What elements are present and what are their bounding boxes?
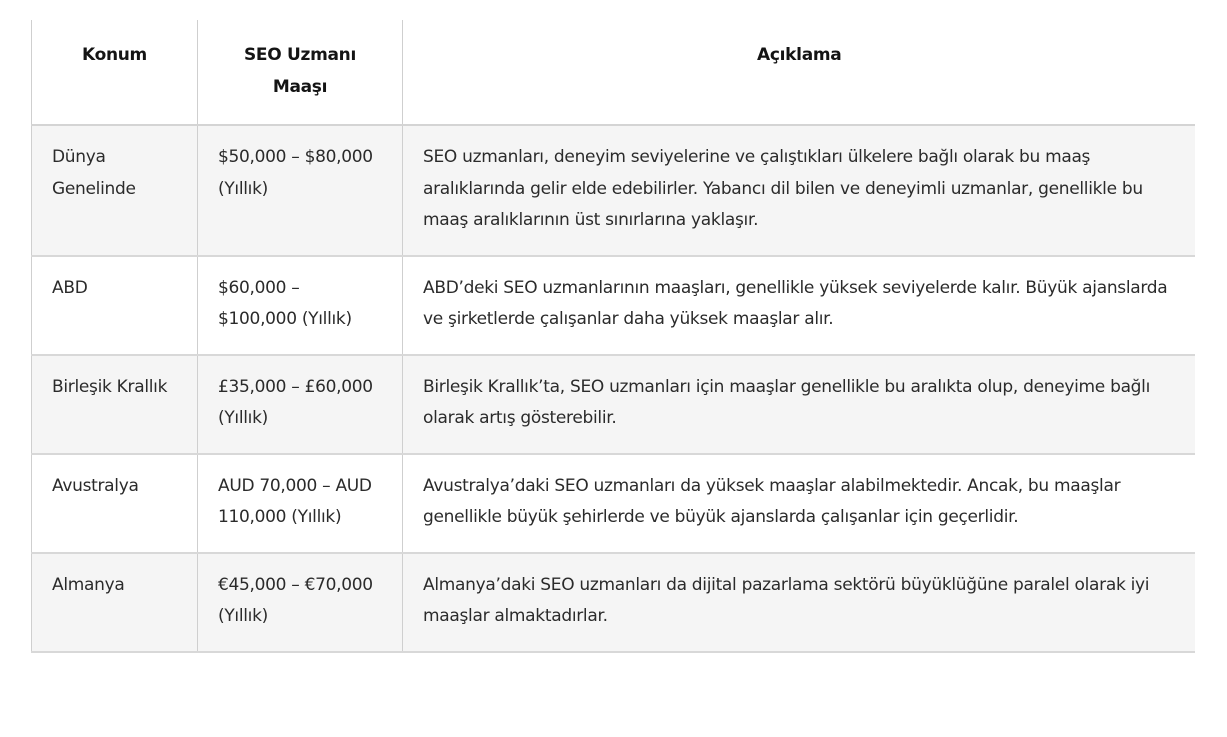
cell-description: Avustralya’daki SEO uzmanları da yüksek maaşlar alabilmektedir. Ancak, bu maaşlar genellikle büyük şehirlerde ve büyük ajanslarda çalışanlar için geçerlidir. xyxy=(403,454,1196,553)
header-salary: SEO Uzmanı Maaşı xyxy=(198,20,403,125)
cell-location: ABD xyxy=(32,256,198,355)
cell-salary: $50,000 – $80,000 (Yıllık) xyxy=(198,125,403,256)
cell-salary: $60,000 – $100,000 (Yıllık) xyxy=(198,256,403,355)
cell-location: Birleşik Krallık xyxy=(32,355,198,454)
cell-description: ABD’deki SEO uzmanlarının maaşları, genellikle yüksek seviyelerde kalır. Büyük ajanslarda ve şirketlerde çalışanlar daha yüksek maaşlar alır. xyxy=(403,256,1196,355)
table-row xyxy=(32,256,1196,355)
seo-salary-table xyxy=(31,20,1195,653)
cell-description: SEO uzmanları, deneyim seviyelerine ve çalıştıkları ülkelere bağlı olarak bu maaş aralıklarında gelir elde edebilirler. Yabancı dil bilen ve deneyimli uzmanlar, genellikle bu maaş aralıklarının üst sınırlarına yaklaşır. xyxy=(403,125,1196,256)
cell-salary: £35,000 – £60,000 (Yıllık) xyxy=(198,355,403,454)
table-row xyxy=(32,125,1196,256)
cell-location: Avustralya xyxy=(32,454,198,553)
cell-location: Almanya xyxy=(32,553,198,652)
header-description: Açıklama xyxy=(403,20,1196,125)
cell-salary: AUD 70,000 – AUD 110,000 (Yıllık) xyxy=(198,454,403,553)
cell-location: Dünya Genelinde xyxy=(32,125,198,256)
cell-salary: €45,000 – €70,000 (Yıllık) xyxy=(198,553,403,652)
table-row xyxy=(32,355,1196,454)
table-row xyxy=(32,454,1196,553)
table-header-row xyxy=(32,20,1196,125)
cell-description: Birleşik Krallık’ta, SEO uzmanları için maaşlar genellikle bu aralıkta olup, deneyime bağlı olarak artış gösterebilir. xyxy=(403,355,1196,454)
salary-table-container xyxy=(31,20,1195,653)
table-row xyxy=(32,553,1196,652)
header-location: Konum xyxy=(32,20,198,125)
cell-description: Almanya’daki SEO uzmanları da dijital pazarlama sektörü büyüklüğüne paralel olarak iyi maaşlar almaktadırlar. xyxy=(403,553,1196,652)
